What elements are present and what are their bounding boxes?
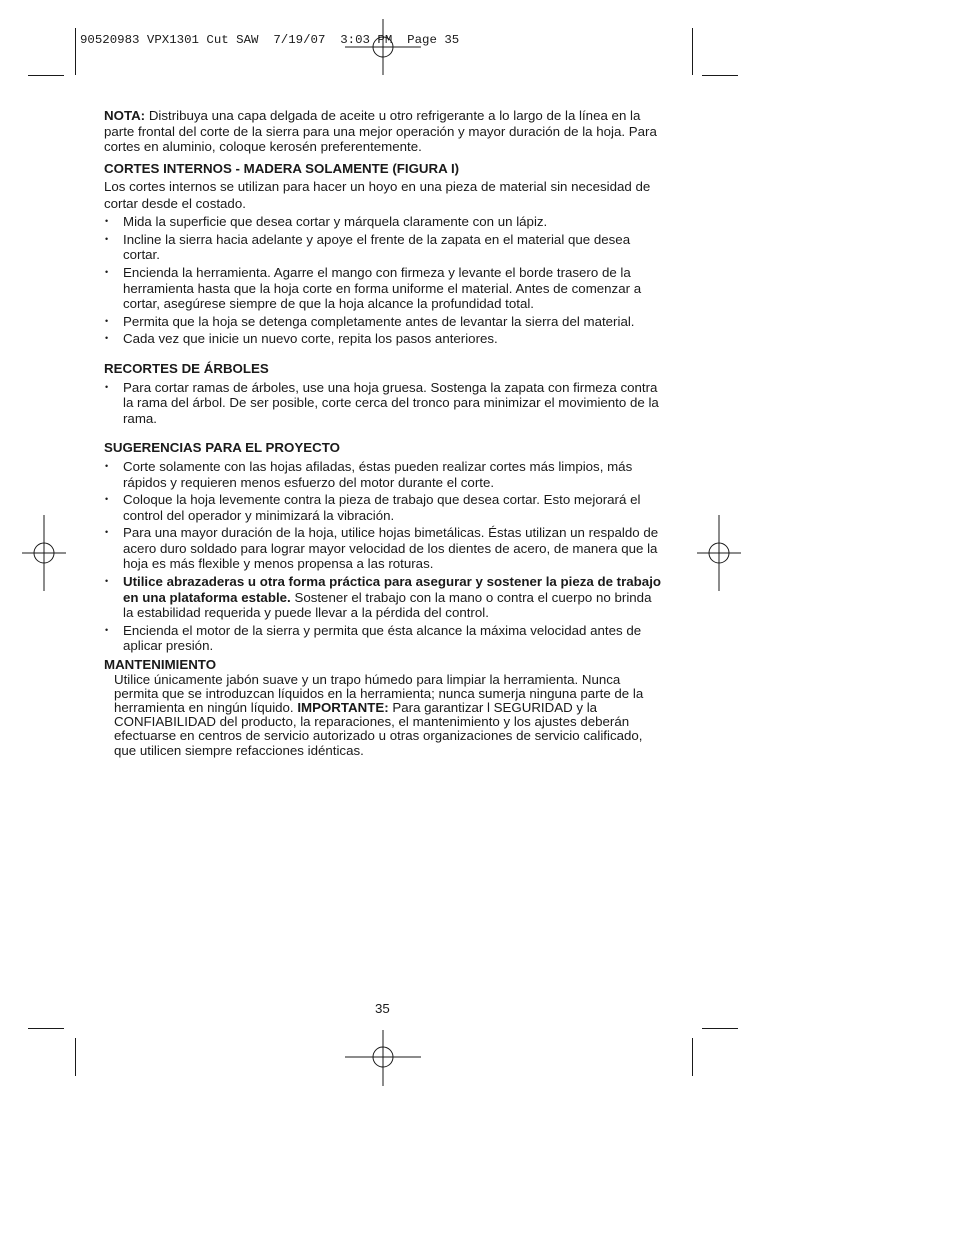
list-item [104,492,664,523]
maintenance-paragraph [114,673,654,758]
internal-cuts-heading: CORTES INTERNOS - MADERA SOLAMENTE (FIGURA I) [104,160,460,176]
bullet-icon: • [105,381,109,392]
page-content [104,108,664,758]
list-item [104,265,664,312]
registration-mark-left-icon [22,515,66,591]
tree-trimming-heading: RECORTES DE ÁRBOLES [104,360,269,376]
list-item [104,232,664,263]
list-item [104,623,664,654]
bullet-icon: • [105,576,109,587]
bullet-icon: • [105,216,109,227]
crop-mark-bottom-left-horizontal [28,1028,64,1029]
list-item-bold-text: Utilice abrazaderas u otra forma práctica para asegurar y sostener la pieza de trabajo en una plataforma estable. [123,574,662,605]
list-item-text: Mida la superficie que desea cortar y márquela claramente con un lápiz. [123,214,548,230]
bullet-icon: • [105,266,109,277]
crop-mark-bottom-right-vertical [692,1038,693,1076]
bullet-icon: • [105,624,109,635]
list-item-text: Permita que la hoja se detenga completamente antes de levantar la sierra del material. [123,313,635,329]
registration-mark-top-icon [345,19,421,75]
page-number: 35 [375,1001,390,1016]
list-item-text: Encienda la herramienta. Agarre el mango con firmeza y levante el borde trasero de la herramienta hasta que la hoja corte en forma uniforme el material. Antes de comenzar a cortar, asegúrese siempre de que la hoja alcance la profundidad total. [123,264,642,312]
project-tips-heading: SUGERENCIAS PARA EL PROYECTO [104,440,340,456]
bullet-icon: • [105,494,109,505]
nota-paragraph [104,108,664,155]
bullet-icon: • [105,333,109,344]
project-tips-list [104,459,664,654]
crop-mark-top-left-vertical [75,28,76,75]
nota-text: Distribuya una capa delgada de aceite u otro refrigerante a lo largo de la línea en la parte frontal del corte de la sierra para una mejor operación y mayor duración de la hoja. Para cortes en aluminio, coloque kerosén preferentemente. [104,108,657,155]
bullet-icon: • [105,527,109,538]
crop-mark-top-right-horizontal [702,75,738,76]
list-item-text: Sostener el trabajo con la mano o contra el cuerpo no brinda la estabilidad requerida y puede llevar a la pérdida del control. [123,589,652,621]
list-item-text: Encienda el motor de la sierra y permita que ésta alcance la máxima velocidad antes de aplicar presión. [123,622,642,654]
important-label: IMPORTANTE: [297,700,389,716]
print-slug: 90520983 VPX1301 Cut SAW 7/19/07 3:03 PM Page 35 [80,33,460,47]
list-item [104,459,664,490]
tree-trimming-list [104,380,664,427]
maintenance-text: Utilice únicamente jabón suave y un trapo húmedo para limpiar la herramienta. Nunca permita que se introduzcan líquidos en la herramienta; nunca sumerja ninguna parte de la herramienta en ningún líquido. [114,671,644,716]
list-item-text: Para una mayor duración de la hoja, utilice hojas bimetálicas. Éstas utilizan un respaldo de acero duro soldado para lograr mayor velocidad de los dientes de acero, de manera que la hoja es más flexible y menos propensa a las roturas. [123,525,659,572]
registration-mark-bottom-icon [345,1030,421,1086]
list-item [104,314,664,330]
nota-label: NOTA: [104,108,146,123]
bullet-icon: • [105,460,109,471]
list-item [104,574,664,621]
list-item [104,331,664,347]
list-item-text: Para cortar ramas de árboles, use una hoja gruesa. Sostenga la zapata con firmeza contra la rama del árbol. De ser posible, corte cerca del tronco para minimizar el movimiento de la rama. [123,379,659,426]
registration-mark-right-icon [697,515,741,591]
list-item [104,214,664,230]
list-item-text: Corte solamente con las hojas afiladas, éstas pueden realizar cortes más limpios, más rápidos y requieren menos esfuerzo del motor durante el corte. [123,458,633,490]
internal-cuts-intro: Los cortes internos se utilizan para hacer un hoyo en una pieza de material sin necesidad de cortar desde el costado. [104,179,651,211]
maintenance-text: Para garantizar l SEGURIDAD y la CONFIABILIDAD del producto, la reparaciones, el mantenimiento y los ajustes deberán efectuarse en centros de servicio autorizado u otras organizaciones de servicio calificado, que utilicen siempre refacciones idénticas. [114,700,643,758]
list-item-text: Incline la sierra hacia adelante y apoye el frente de la zapata en el material que desea cortar. [123,231,631,263]
crop-mark-top-left-horizontal [28,75,64,76]
list-item [104,380,664,427]
maintenance-heading: MANTENIMIENTO [104,657,217,673]
crop-mark-bottom-left-vertical [75,1038,76,1076]
list-item-text: Coloque la hoja levemente contra la pieza de trabajo que desea cortar. Esto mejorará el control del operador y minimizará la vibración. [123,492,641,523]
bullet-icon: • [105,315,109,326]
list-item [104,525,664,572]
list-item-text: Cada vez que inicie un nuevo corte, repita los pasos anteriores. [123,331,498,347]
bullet-icon: • [105,233,109,244]
crop-mark-top-right-vertical [692,28,693,75]
internal-cuts-list [104,214,664,347]
crop-mark-bottom-right-horizontal [702,1028,738,1029]
